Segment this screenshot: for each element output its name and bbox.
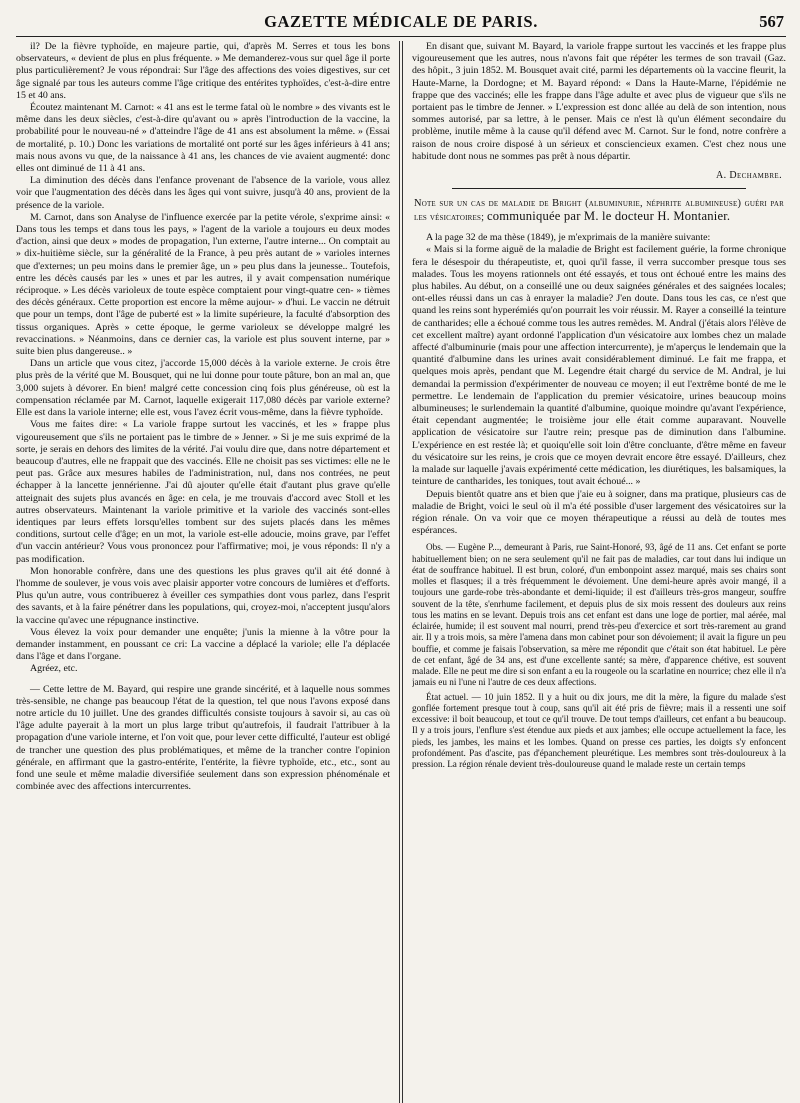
paragraph: Agréez, etc. [30, 663, 78, 675]
paragraph: il? De la fièvre typhoïde, en majeure partie, qui, d'après M. Serres et tous les bons observateurs, « devient de plus en plus fréquente. » Me demanderez-vous sur quel âge il porte plus particulièrement? Je vous répondrai: Sur l'âge des affections des voies digestives, sur cet âge signalé par tous les auteurs comme l'âge critique des entérites typhoïdes, c'est-à-dire entre 15 et 40 ans. [16, 41, 391, 101]
section-divider [452, 188, 746, 189]
paragraph: A la page 32 de ma thèse (1849), je m'exprimais de la manière suivante: [425, 232, 711, 244]
article-title-text: Note sur un cas de maladie de Bright (albuminurie, néphrite albumineuse) guéri par les vésicatoires; [413, 198, 784, 224]
paragraph: En disant que, suivant M. Bayard, la variole frappe surtout les vaccinés et les frappe plus vigoureusement que les autres, nous n'avons fait que répéter les termes de son travail (Gaz. des hôpit., 3 juin 1852. M. Bousquet avait cité, parmi les départements où la vaccine fleurit, la Haute-Marne, la Dordogne; et M. Bayard répond: « Dans la Haute-Marne, l'épidémie ne frappe que des vaccinés; elle les frappe dans l'âge adulte et avec plus de vigueur que s'ils ne portaient pas le timbre de Jenner. » L'expression est donc allée au delà de son intention, nous sommes autorisé, par sa lettre, à le penser. Mais ce n'est là qu'un élément secondaire du problème, inutile même à la cause qu'il défend avec M. Carnot. Sur le fond, notre confrère a raison de nous croire disposé à un sérieux et consciencieux examen. C'est chez nous une habitude dont nous ne sommes pas prêt à nous départir. [411, 41, 786, 162]
paragraph: — Cette lettre de M. Bayard, qui respire une grande sincérité, et à laquelle nous sommes très-sensible, ne change pas beaucoup l'état de la question, tel que nous l'avons exposé dans notre article du 10 juillet. Une des grandes difficultés consiste toujours à savoir si, au cas où l'âge adulte payerait à la mort un plus large tribut qu'autrefois, il faudrait l'attribuer à la propagation d'une variole interne, et l'on voit que, pour lever cette difficulté, l'auteur est obligé de trancher une question des plus problématiques, et même de la trancher contre l'opinion générale, en affirmant que la gastro-entérite, l'entérite, la fièvre typhoïde, etc., etc., sont au fond une seule et même maladie diversifiée seulement dans son expression phénoménale et combinée avec des affections intercurrentes. [16, 683, 391, 793]
columns [16, 41, 786, 1103]
paragraph: M. Carnot, dans son Analyse de l'influence exercée par la petite vérole, s'exprime ainsi: « Dans tous les temps et dans tous les pays, » l'agent de la variole a toujours eu deux modes d'action, ainsi que deux » modes de propagation, l'un externe, l'autre interne... On comptait au » dix-huitième siècle, sur la généralité de la France, à peu près autant de » varioles internes que d'externes; un peu moins dans le premier âge, un » peu plus dans la jeunesse.. Toutefois, entre les décès causés par les » unes et par les autres, il y avait compensation numérique réciproque. » Les décès varioleux de toute espèce comptaient pour vingt-quatre cen- » tièmes des décès généraux. Cette proportion est encore la même aujour- » d'hui. Le vaccin ne détruit que pour un temps, dont l'âge de puberté est » la limite supérieure, la faculté d'absorption des tissus organiques. Après » cette époque, le germe varioleux se développe malgré les revaccinations. » Néanmoins, dans ce dernier cas, la variole est plus souvent interne, par » suite bien plus dangereuse.. » [16, 211, 391, 358]
page-number: 567 [759, 12, 784, 31]
observation-paragraph: État actuel. — 10 juin 1852. Il y a huit ou dix jours, me dit la mère, la figure du malade s'est gonflée fortement presque tout à coup, sans qu'il ait été pris de fièvre; mais il a ressenti une soif excessive: il boit beaucoup, et tout ce qu'il trouve. De tout temps d'ailleurs, cet enfant a bu beaucoup. Il y a trois jours, l'enflure s'est étendue aux pieds et aux jambes; elle occupe actuellement la face, les pieds, les jambes, les mains et les lombes. Quand on presse ces parties, les doigts s'y enfoncent profondément. Pas d'ascite, pas d'épanchement pleurétique. Les membres sont très-douloureux à la pression. La région rénale devient très-douloureuse quand le malade reste un certain temps [411, 691, 786, 770]
paragraph: Vous élevez la voix pour demander une enquête; j'unis la mienne à la vôtre pour la demander instamment, en poussant ce cri: La vaccine a déplacé la variole; elle l'a déplacée dans l'âge et dans l'organe. [16, 626, 391, 663]
right-column [412, 41, 786, 1103]
signature: A. Dechambre. [715, 170, 782, 182]
paragraph: Mon honorable confrère, dans une des questions les plus graves qu'il ait été donné à l'homme de soulever, je vous vois avec plaisir apporter votre concours de lumières et d'efforts. Plus qu'un autre, vous contribuerez à éveiller ces sympathies dont vous parlez, dans l'esprit des savants, et à la faire pénétrer dans les populations, qui, croyez-moi, n'acceptent jusqu'alors la vaccine qu'avec une répugnance instinctive. [16, 565, 391, 626]
page-header [16, 10, 786, 37]
paragraph: Écoutez maintenant M. Carnot: « 41 ans est le terme fatal où le nombre » des vivants est le même dans les deux siècles, c'est-à-dire qu'avant ou » après l'introduction de la vaccine, la probabilité pour le nouveau-né » d'atteindre l'âge de 41 ans est absolument la même. » (Essai de mortalité, p. 10.) Donc les variations de mortalité ont porté sur les âges inférieurs à 41 ans; mais nous avons vu que, de la naissance à 41 ans, les chances de vie avaient augmenté: donc elles ont diminué de 11 à 41 ans. [16, 102, 391, 175]
paragraph: « Mais si la forme aiguë de la maladie de Bright est facilement guérie, la forme chronique fera le désespoir du thérapeutiste, et, quoi qu'il fasse, il verra succomber presque tous ses malades. Tous les moyens rationnels ont été essayés, et tous ont échoué entre les mains des plus habiles. Au début, on a conseillé une ou deux saignées générales et des saignées locales; ont-elles réussi dans un cas à enrayer la maladie? J'en doute. Dans tous les cas, ce n'est que quand les reins sont hyperémiés qu'on pourrait les voir réussir. M. Rayer a conseillé la teinture de cantharides; elle a échoué comme tous les autres remèdes. M. Andral (j'étais alors l'élève de cet excellent maître) ayant ordonné l'application d'un vésicatoire aux lombes chez un malade affecté d'albuminurie (mais pour une affection intercurrente), je m'aperçus le lendemain que la quantité d'albumine dans les urines avait considérablement diminué. Le fait me frappa, et quelques mois après, pendant que M. Legendre était chargé du service de M. Andral, je lui demandai la permission d'expérimenter de nouveau ce moyen; il eut l'extrême bonté de me le permettre. Le lendemain de l'application du premier vésicatoire, urines beaucoup moins albumineuses; le surlendemain la quantité d'albumine, quoique moindre qu'avant l'expérience, était cependant augmentée; le troisième jour elle était comme auparavant. Nouvelle application de vésicatoire sur l'autre rein; presque pas de diminution dans l'albumine. L'expérience en est restée là; et quoiqu'elle soit loin d'être concluante, d'être même en faveur du vésicatoire sur les reins, je crois que ce moyen devrait encore être essayé. D'ailleurs, chez la malade sur laquelle j'avais expérimenté cette médication, les diurétiques, les balsamiques, la teinture de cantharides, les toniques, tout avait échoué... » [411, 244, 786, 488]
observation-paragraph: Obs. — Eugène P..., demeurant à Paris, rue Saint-Honoré, 93, âgé de 11 ans. Cet enfant se porte habituellement bien; on ne sera seulement qu'il ne fait pas de maladies, car tout dans lui indique un état de souffrance habituel. Il est brun, coloré, d'un embonpoint assez marqué, mais ses chairs sont molles et flasques; il a très fréquemment le dévoiement. Une demi-heure après avoir mangé, il a toujours une garde-robe très-abondante et demi-liquide; il est d'ailleurs très-gros mangeur, souffre souvent de la tête, s'enrhume facilement, et depuis plus de six mois ressent des douleurs aux reins tous les matins en se levant. Depuis trois ans cet enfant est dans une loge de portier, mal aérée, mal éclairée, humide; il est souvent mal nourri, prend très-peu d'exercice et sort très-rarement au grand air. Il y a trois mois, sa mère l'amena dans mon cabinet pour son dévoiement; il avait la figure un peu bouffie, et comme je faisais l'observation, sa mère me répondit que c'était son état habituel. Le père de cet enfant, âgé de 34 ans, est d'une excellente santé; sa mère, d'apparence chétive, est souvent malade. Elle ne peut me dire si son enfant a eu la rougeole ou la scarlatine en nourrice; chez elle il n'a jamais eu ni l'une ni l'autre de ces deux affections. [411, 542, 786, 688]
left-column [16, 41, 390, 1103]
paragraph: La diminution des décès dans l'enfance provenant de l'absence de la variole, vous allez voir que l'augmentation des décès dans les âges qui vont suivre, jusqu'à 40 ans, provient de la présence de la variole. [16, 175, 391, 211]
article-title [414, 197, 784, 224]
paragraph: Vous me faites dire: « La variole frappe surtout les vaccinés, et les » frappe plus vigoureusement que s'ils ne portaient pas le timbre de » Jenner. » Si je me suis exprimé de la sorte, je serais en dehors des limites de la vérité. J'ai voulu dire que, dans notre département et beaucoup d'autres, elle ne frappait que des vaccinés. Elle ne choisit pas ses victimes: elle ne le peut pas. Grâce aux mesures habiles de l'administration, nul, dans nos contrées, ne peut échapper à la lancette jennérienne. J'ai dû ajouter qu'elle était d'autant plus grave qu'elle atteignait des sujets plus avancés en âge: en cela, je me trouvais d'accord avec Stoll et les autres observateurs. Maintenant la variole primitive et la variole des vaccinés sont-elles identiques par leurs effets lorsqu'elles tombent sur des sujets placés dans les mêmes conditions, surtout celle d'âge; en un mot, la variole est-elle adoucie, moins grave, par l'effet d'un vaccin antérieur? Vous vous prononcez pour l'affirmative; moi, je vous réponds: Il n'y a pas modification. [16, 419, 391, 565]
article-byline: communiquée par M. le docteur H. Montanier. [487, 209, 731, 224]
column-divider [399, 41, 403, 1103]
paragraph: Dans un article que vous citez, j'accorde 15,000 décès à la variole externe. Je crois être plus près de la vérité que M. Bousquet, qui ne lui donne pour toute pâture, bon an mal an, que 3,000 sujets à dévorer. En bien! malgré cette concession cinq fois plus généreuse, où est la compensation réclamée par M. Carnot, laquelle exigerait 117,080 décès par variole externe? Elle est dans la variole interne; elle est, vous l'avez écrit vous-même, dans la fièvre typhoïde. [16, 358, 391, 419]
journal-title: GAZETTE MÉDICALE DE PARIS. [264, 12, 538, 31]
paragraph: Depuis bientôt quatre ans et bien que j'aie eu à soigner, dans ma pratique, plusieurs cas de maladie de Bright, voici le seul où il m'a été possible d'user largement des vésicatoires sur la région rénale. On va voir que ce moyen thérapeutique a réussi au delà de toutes mes espérances. [411, 488, 786, 537]
